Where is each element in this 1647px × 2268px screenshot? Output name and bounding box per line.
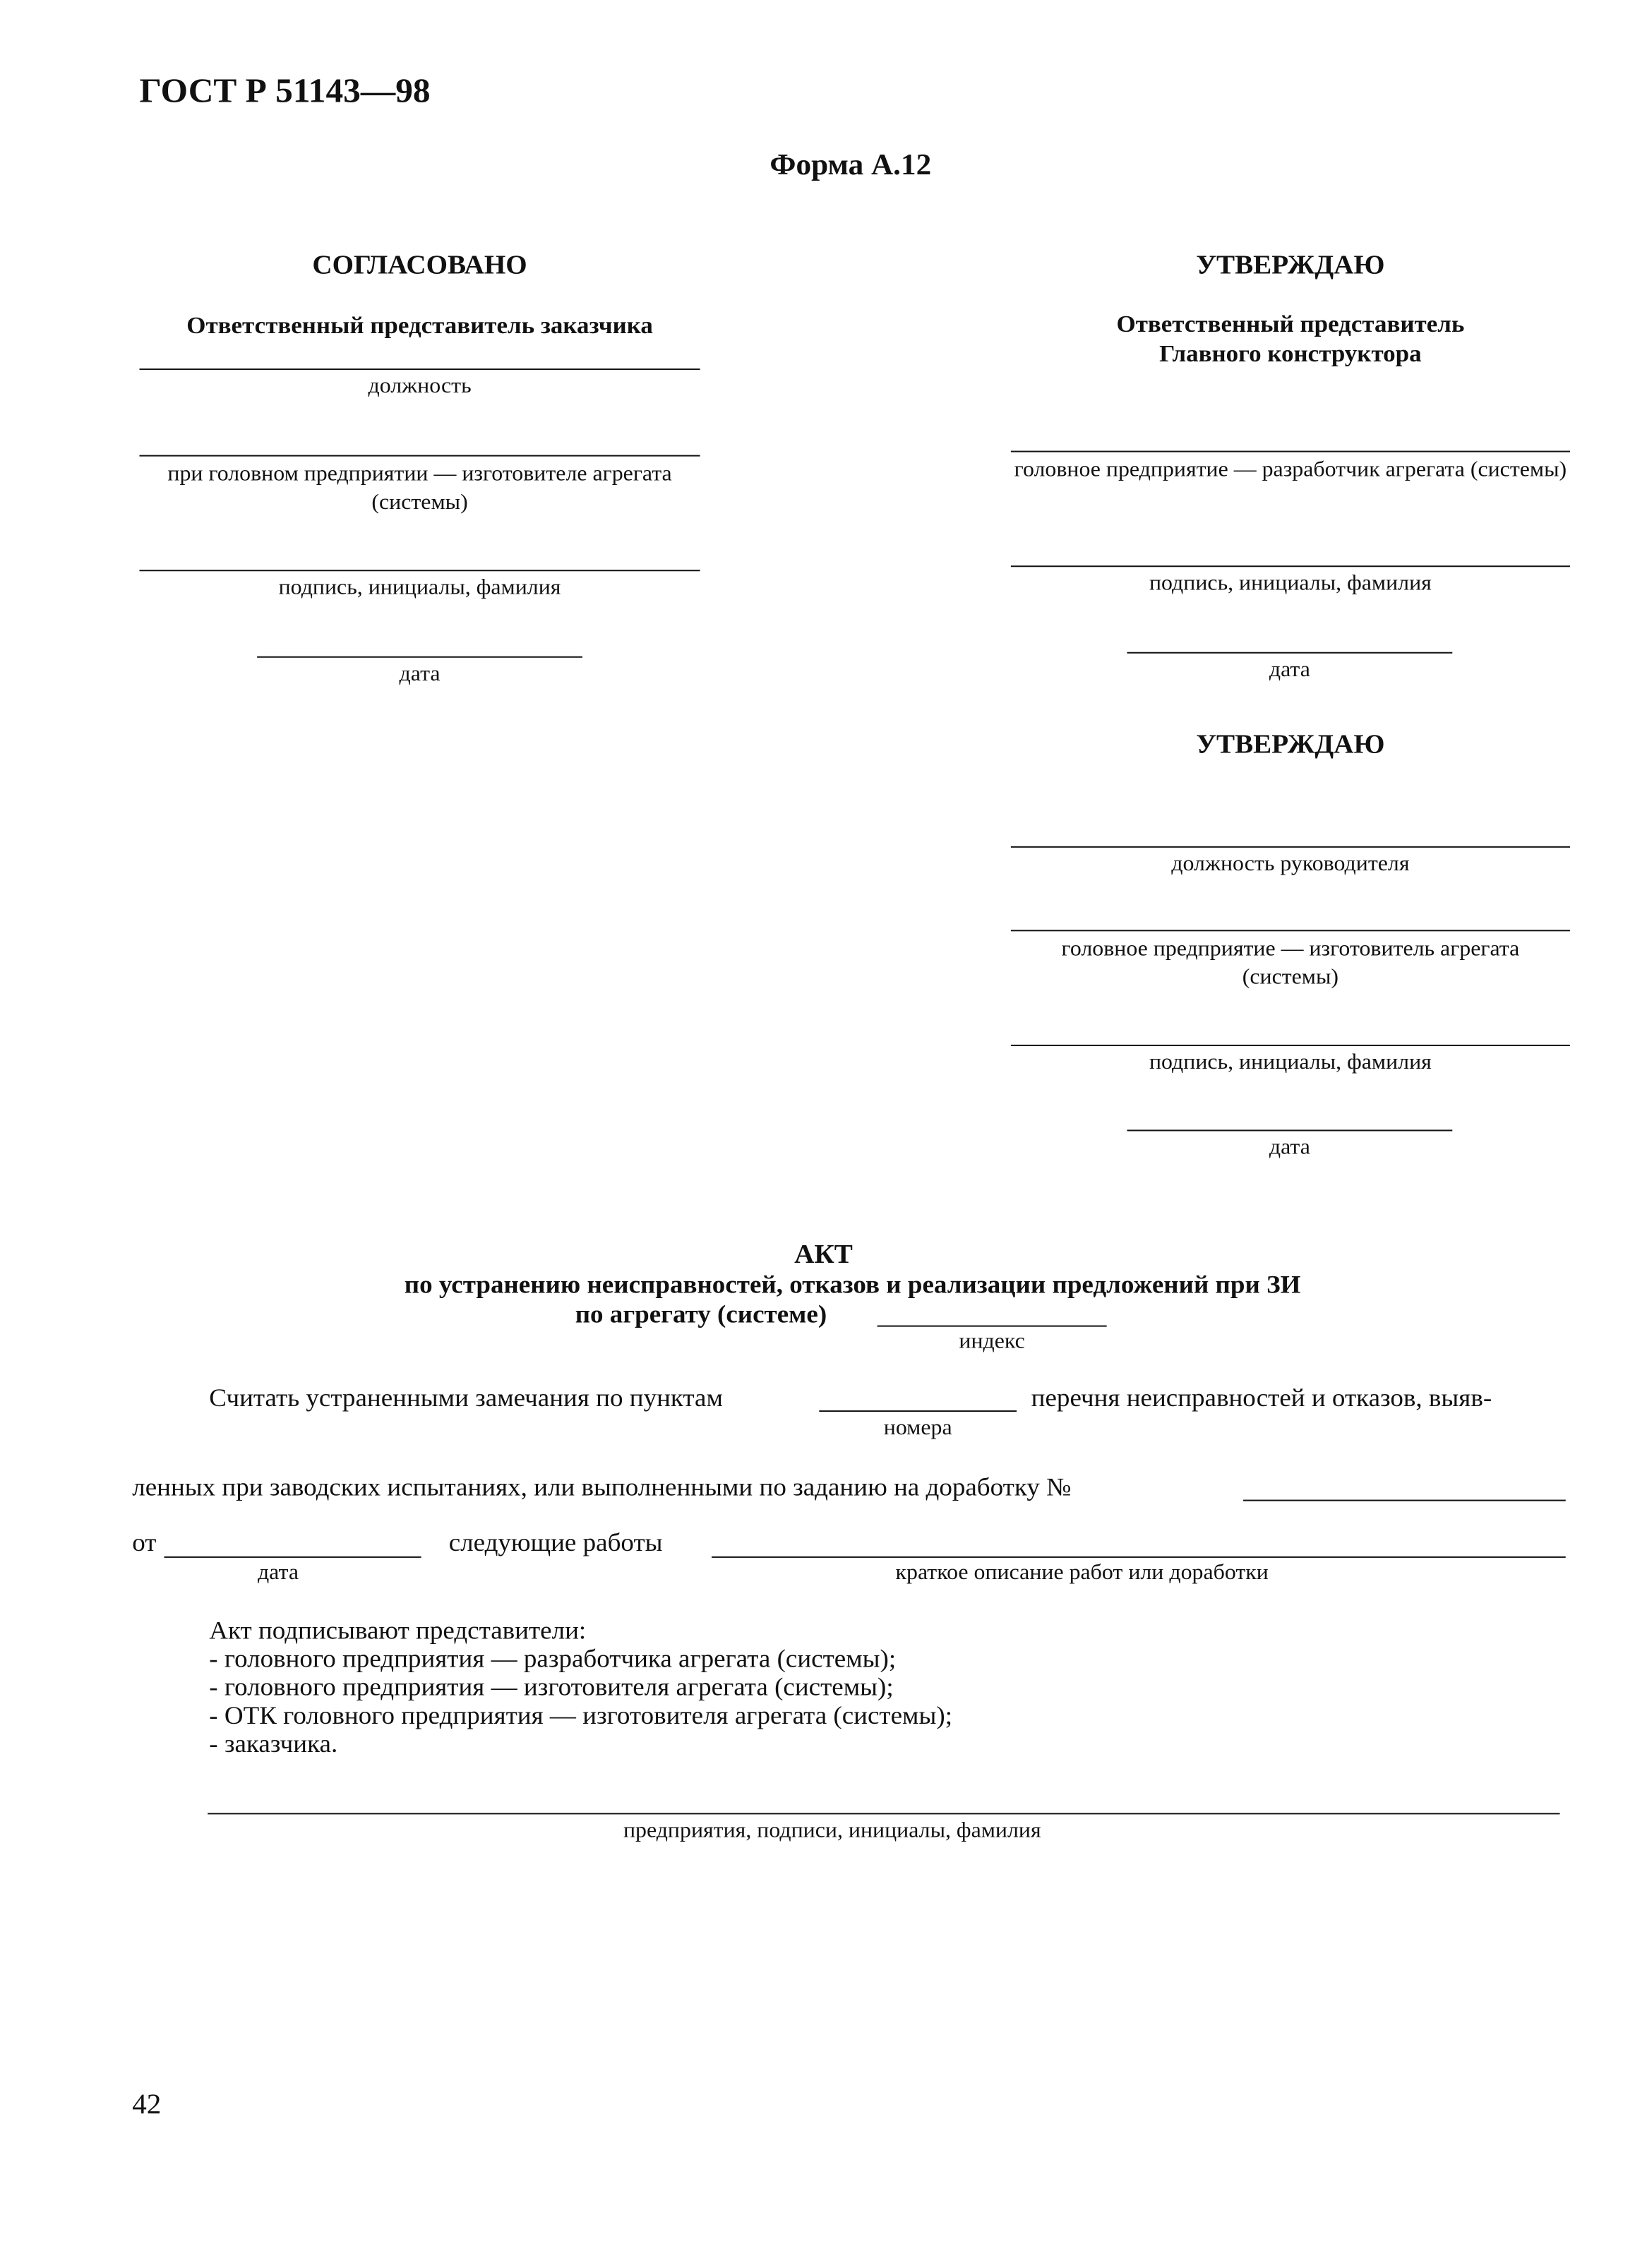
act-title: АКТ xyxy=(794,1240,853,1271)
numbers-line xyxy=(819,1410,1017,1412)
approve1-signature-label: подпись, инициалы, фамилия xyxy=(1149,571,1432,596)
approve2-position-line xyxy=(1011,846,1570,848)
agreed-date-label: дата xyxy=(399,661,441,686)
approve2-signature-label: подпись, инициалы, фамилия xyxy=(1149,1050,1432,1075)
approve2-date-label: дата xyxy=(1269,1135,1310,1160)
act-unit-prefix: по агрегату (системе) xyxy=(575,1300,827,1328)
signers-intro: Акт подписывают представители: xyxy=(209,1616,587,1645)
numbers-label: номера xyxy=(883,1416,952,1441)
act-index-line xyxy=(878,1326,1107,1327)
act-subtitle: по устранению неисправностей, отказов и реализации предложений при ЗИ xyxy=(404,1270,1301,1299)
approve2-enterprise-line xyxy=(1011,930,1570,931)
task-number-line xyxy=(1243,1500,1566,1501)
approve1-representative-line1: Ответственный представитель xyxy=(1116,310,1465,337)
approve2-signature-line xyxy=(1011,1045,1570,1046)
from-date-line xyxy=(164,1556,421,1558)
body-line1-end: перечня неисправностей и отказов, выяв- xyxy=(1031,1383,1492,1412)
signer-item: - головного предприятия — разработчика агрегата (системы); xyxy=(209,1644,897,1673)
agreed-heading: СОГЛАСОВАНО xyxy=(312,251,527,281)
approve1-signature-line xyxy=(1011,565,1570,567)
description-label: краткое описание работ или доработки xyxy=(895,1560,1269,1585)
approve2-date-line xyxy=(1127,1129,1452,1131)
approve1-date-line xyxy=(1127,652,1452,654)
body-line2: ленных при заводских испытаниях, или выполненными по заданию на доработку № xyxy=(132,1472,1072,1501)
signer-item: - заказчика. xyxy=(209,1729,338,1758)
agreed-position-line xyxy=(140,368,700,370)
approve1-enterprise-label: головное предприятие — разработчик агрегата (системы) xyxy=(1014,457,1567,482)
from-label: от xyxy=(132,1528,157,1556)
agreed-enterprise-line xyxy=(140,455,700,457)
body-line1-start: Считать устраненными замечания по пунктам xyxy=(209,1383,723,1412)
approve2-position-label: должность руководителя xyxy=(1171,851,1410,877)
signatures-label: предприятия, подписи, инициалы, фамилия xyxy=(623,1818,1041,1843)
agreed-representative: Ответственный представитель заказчика xyxy=(186,311,653,339)
approve1-representative-line2: Главного конструктора xyxy=(1159,340,1422,368)
approve1-enterprise-line xyxy=(1011,451,1570,452)
agreed-enterprise-label: при головном предприятии — изготовителе агрегата (системы) xyxy=(167,462,672,515)
description-line xyxy=(712,1556,1566,1558)
approve1-date-label: дата xyxy=(1269,657,1310,682)
approve2-heading: УТВЕРЖДАЮ xyxy=(1196,730,1385,760)
signatures-line xyxy=(208,1813,1559,1814)
act-index-label: индекс xyxy=(959,1329,1025,1354)
agreed-signature-label: подпись, инициалы, фамилия xyxy=(278,575,561,600)
agreed-signature-line xyxy=(140,570,700,571)
form-title: Форма А.12 xyxy=(769,147,932,182)
agreed-position-label: должность xyxy=(368,374,472,399)
next-works-label: следующие работы xyxy=(448,1528,663,1556)
page-number: 42 xyxy=(132,2089,162,2121)
signer-item: - ОТК головного предприятия — изготовителя агрегата (системы); xyxy=(209,1700,953,1729)
approve1-heading: УТВЕРЖДАЮ xyxy=(1196,251,1385,281)
approve2-enterprise-label: головное предприятие — изготовитель агрегата (системы) xyxy=(1061,937,1520,990)
from-date-label: дата xyxy=(257,1560,299,1585)
agreed-date-line xyxy=(257,656,582,658)
signer-item: - головного предприятия — изготовителя агрегата (системы); xyxy=(209,1672,894,1701)
standard-number: ГОСТ Р 51143—98 xyxy=(139,73,431,111)
